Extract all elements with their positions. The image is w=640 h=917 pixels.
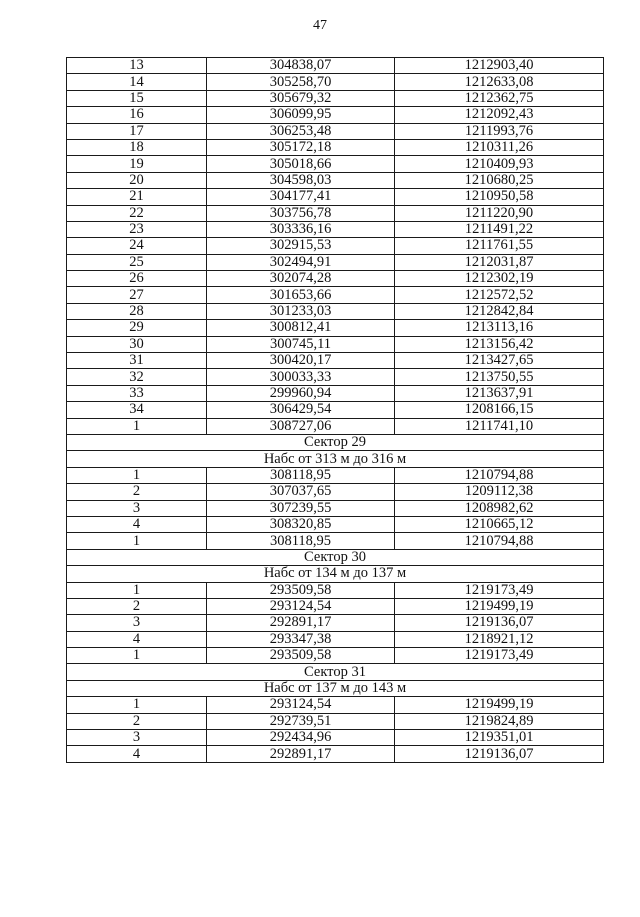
y-coordinate-cell: 1211993,76 (395, 123, 604, 139)
point-number-cell: 18 (67, 139, 207, 155)
x-coordinate-cell: 306429,54 (207, 402, 395, 418)
x-coordinate-cell: 301233,03 (207, 303, 395, 319)
point-number-cell: 3 (67, 730, 207, 746)
point-number-cell: 31 (67, 353, 207, 369)
point-number-cell: 27 (67, 287, 207, 303)
table-row (67, 713, 604, 729)
point-number-cell: 1 (67, 648, 207, 664)
y-coordinate-cell: 1213637,91 (395, 385, 604, 401)
y-coordinate-cell: 1213113,16 (395, 320, 604, 336)
point-number-cell: 2 (67, 598, 207, 614)
point-number-cell: 28 (67, 303, 207, 319)
table-row (67, 336, 604, 352)
point-number-cell: 3 (67, 500, 207, 516)
x-coordinate-cell: 308118,95 (207, 467, 395, 483)
sector-header-cell: Сектор 29 (67, 434, 604, 450)
table-row (67, 516, 604, 532)
x-coordinate-cell: 300745,11 (207, 336, 395, 352)
table-row (67, 156, 604, 172)
y-coordinate-cell: 1210950,58 (395, 189, 604, 205)
y-coordinate-cell: 1219499,19 (395, 598, 604, 614)
x-coordinate-cell: 292891,17 (207, 615, 395, 631)
table-row (67, 418, 604, 434)
x-coordinate-cell: 299960,94 (207, 385, 395, 401)
x-coordinate-cell: 293347,38 (207, 631, 395, 647)
table-row (67, 90, 604, 106)
table-row (67, 402, 604, 418)
table-row (67, 238, 604, 254)
table-row (67, 533, 604, 549)
x-coordinate-cell: 300420,17 (207, 353, 395, 369)
point-number-cell: 34 (67, 402, 207, 418)
y-coordinate-cell: 1212092,43 (395, 107, 604, 123)
table-row (67, 123, 604, 139)
point-number-cell: 1 (67, 582, 207, 598)
y-coordinate-cell: 1219173,49 (395, 582, 604, 598)
sector-header-cell: Набс от 313 м до 316 м (67, 451, 604, 467)
x-coordinate-cell: 305679,32 (207, 90, 395, 106)
point-number-cell: 33 (67, 385, 207, 401)
x-coordinate-cell: 303336,16 (207, 221, 395, 237)
point-number-cell: 20 (67, 172, 207, 188)
x-coordinate-cell: 304838,07 (207, 58, 395, 74)
y-coordinate-cell: 1212031,87 (395, 254, 604, 270)
point-number-cell: 1 (67, 467, 207, 483)
point-number-cell: 1 (67, 533, 207, 549)
table-row (67, 369, 604, 385)
y-coordinate-cell: 1211761,55 (395, 238, 604, 254)
y-coordinate-cell: 1212633,08 (395, 74, 604, 90)
x-coordinate-cell: 308727,06 (207, 418, 395, 434)
table-row (67, 730, 604, 746)
point-number-cell: 4 (67, 746, 207, 762)
y-coordinate-cell: 1212572,52 (395, 287, 604, 303)
table-row (67, 500, 604, 516)
sector-header-cell: Набс от 137 м до 143 м (67, 680, 604, 696)
x-coordinate-cell: 301653,66 (207, 287, 395, 303)
x-coordinate-cell: 304177,41 (207, 189, 395, 205)
table-row (67, 271, 604, 287)
sector-header-cell: Сектор 30 (67, 549, 604, 565)
table-row (67, 582, 604, 598)
point-number-cell: 30 (67, 336, 207, 352)
y-coordinate-cell: 1213156,42 (395, 336, 604, 352)
x-coordinate-cell: 293124,54 (207, 598, 395, 614)
coordinates-table (66, 57, 604, 763)
y-coordinate-cell: 1210794,88 (395, 467, 604, 483)
table-row (67, 139, 604, 155)
table-row (67, 320, 604, 336)
point-number-cell: 4 (67, 516, 207, 532)
point-number-cell: 14 (67, 74, 207, 90)
table-row (67, 697, 604, 713)
x-coordinate-cell: 302074,28 (207, 271, 395, 287)
x-coordinate-cell: 303756,78 (207, 205, 395, 221)
page-number: 47 (313, 18, 327, 33)
table-row (67, 58, 604, 74)
point-number-cell: 2 (67, 484, 207, 500)
sector-header-cell: Сектор 31 (67, 664, 604, 680)
y-coordinate-cell: 1219499,19 (395, 697, 604, 713)
y-coordinate-cell: 1219136,07 (395, 746, 604, 762)
y-coordinate-cell: 1218921,12 (395, 631, 604, 647)
x-coordinate-cell: 305172,18 (207, 139, 395, 155)
point-number-cell: 1 (67, 418, 207, 434)
x-coordinate-cell: 306099,95 (207, 107, 395, 123)
y-coordinate-cell: 1208982,62 (395, 500, 604, 516)
point-number-cell: 22 (67, 205, 207, 221)
x-coordinate-cell: 292434,96 (207, 730, 395, 746)
x-coordinate-cell: 292891,17 (207, 746, 395, 762)
table-row (67, 74, 604, 90)
point-number-cell: 23 (67, 221, 207, 237)
x-coordinate-cell: 293509,58 (207, 648, 395, 664)
table-row (67, 189, 604, 205)
point-number-cell: 4 (67, 631, 207, 647)
table-row (67, 385, 604, 401)
x-coordinate-cell: 292739,51 (207, 713, 395, 729)
point-number-cell: 25 (67, 254, 207, 270)
point-number-cell: 2 (67, 713, 207, 729)
x-coordinate-cell: 305258,70 (207, 74, 395, 90)
y-coordinate-cell: 1211741,10 (395, 418, 604, 434)
x-coordinate-cell: 304598,03 (207, 172, 395, 188)
point-number-cell: 1 (67, 697, 207, 713)
x-coordinate-cell: 306253,48 (207, 123, 395, 139)
sector-header-row (67, 680, 604, 696)
y-coordinate-cell: 1219351,01 (395, 730, 604, 746)
table-row (67, 648, 604, 664)
x-coordinate-cell: 300033,33 (207, 369, 395, 385)
table-row (67, 287, 604, 303)
point-number-cell: 26 (67, 271, 207, 287)
x-coordinate-cell: 300812,41 (207, 320, 395, 336)
table-row (67, 615, 604, 631)
x-coordinate-cell: 308118,95 (207, 533, 395, 549)
y-coordinate-cell: 1208166,15 (395, 402, 604, 418)
coordinates-table-body (67, 58, 604, 763)
x-coordinate-cell: 302915,53 (207, 238, 395, 254)
y-coordinate-cell: 1213427,65 (395, 353, 604, 369)
table-row (67, 598, 604, 614)
y-coordinate-cell: 1212903,40 (395, 58, 604, 74)
point-number-cell: 32 (67, 369, 207, 385)
point-number-cell: 13 (67, 58, 207, 74)
point-number-cell: 24 (67, 238, 207, 254)
y-coordinate-cell: 1211491,22 (395, 221, 604, 237)
x-coordinate-cell: 293509,58 (207, 582, 395, 598)
x-coordinate-cell: 305018,66 (207, 156, 395, 172)
y-coordinate-cell: 1210680,25 (395, 172, 604, 188)
table-row (67, 484, 604, 500)
point-number-cell: 15 (67, 90, 207, 106)
table-row (67, 172, 604, 188)
table-row (67, 631, 604, 647)
table-row (67, 254, 604, 270)
sector-header-row (67, 434, 604, 450)
x-coordinate-cell: 302494,91 (207, 254, 395, 270)
sector-header-row (67, 566, 604, 582)
table-row (67, 221, 604, 237)
x-coordinate-cell: 308320,85 (207, 516, 395, 532)
y-coordinate-cell: 1210311,26 (395, 139, 604, 155)
y-coordinate-cell: 1210665,12 (395, 516, 604, 532)
point-number-cell: 3 (67, 615, 207, 631)
table-row (67, 467, 604, 483)
point-number-cell: 17 (67, 123, 207, 139)
table-row (67, 303, 604, 319)
y-coordinate-cell: 1212302,19 (395, 271, 604, 287)
y-coordinate-cell: 1212362,75 (395, 90, 604, 106)
table-row (67, 205, 604, 221)
x-coordinate-cell: 307239,55 (207, 500, 395, 516)
y-coordinate-cell: 1219136,07 (395, 615, 604, 631)
y-coordinate-cell: 1210409,93 (395, 156, 604, 172)
y-coordinate-cell: 1219824,89 (395, 713, 604, 729)
point-number-cell: 16 (67, 107, 207, 123)
y-coordinate-cell: 1213750,55 (395, 369, 604, 385)
y-coordinate-cell: 1219173,49 (395, 648, 604, 664)
point-number-cell: 19 (67, 156, 207, 172)
y-coordinate-cell: 1212842,84 (395, 303, 604, 319)
table-row (67, 107, 604, 123)
x-coordinate-cell: 307037,65 (207, 484, 395, 500)
table-row (67, 746, 604, 762)
sector-header-row (67, 664, 604, 680)
sector-header-cell: Набс от 134 м до 137 м (67, 566, 604, 582)
y-coordinate-cell: 1210794,88 (395, 533, 604, 549)
table-row (67, 353, 604, 369)
sector-header-row (67, 451, 604, 467)
x-coordinate-cell: 293124,54 (207, 697, 395, 713)
point-number-cell: 21 (67, 189, 207, 205)
y-coordinate-cell: 1209112,38 (395, 484, 604, 500)
sector-header-row (67, 549, 604, 565)
point-number-cell: 29 (67, 320, 207, 336)
y-coordinate-cell: 1211220,90 (395, 205, 604, 221)
